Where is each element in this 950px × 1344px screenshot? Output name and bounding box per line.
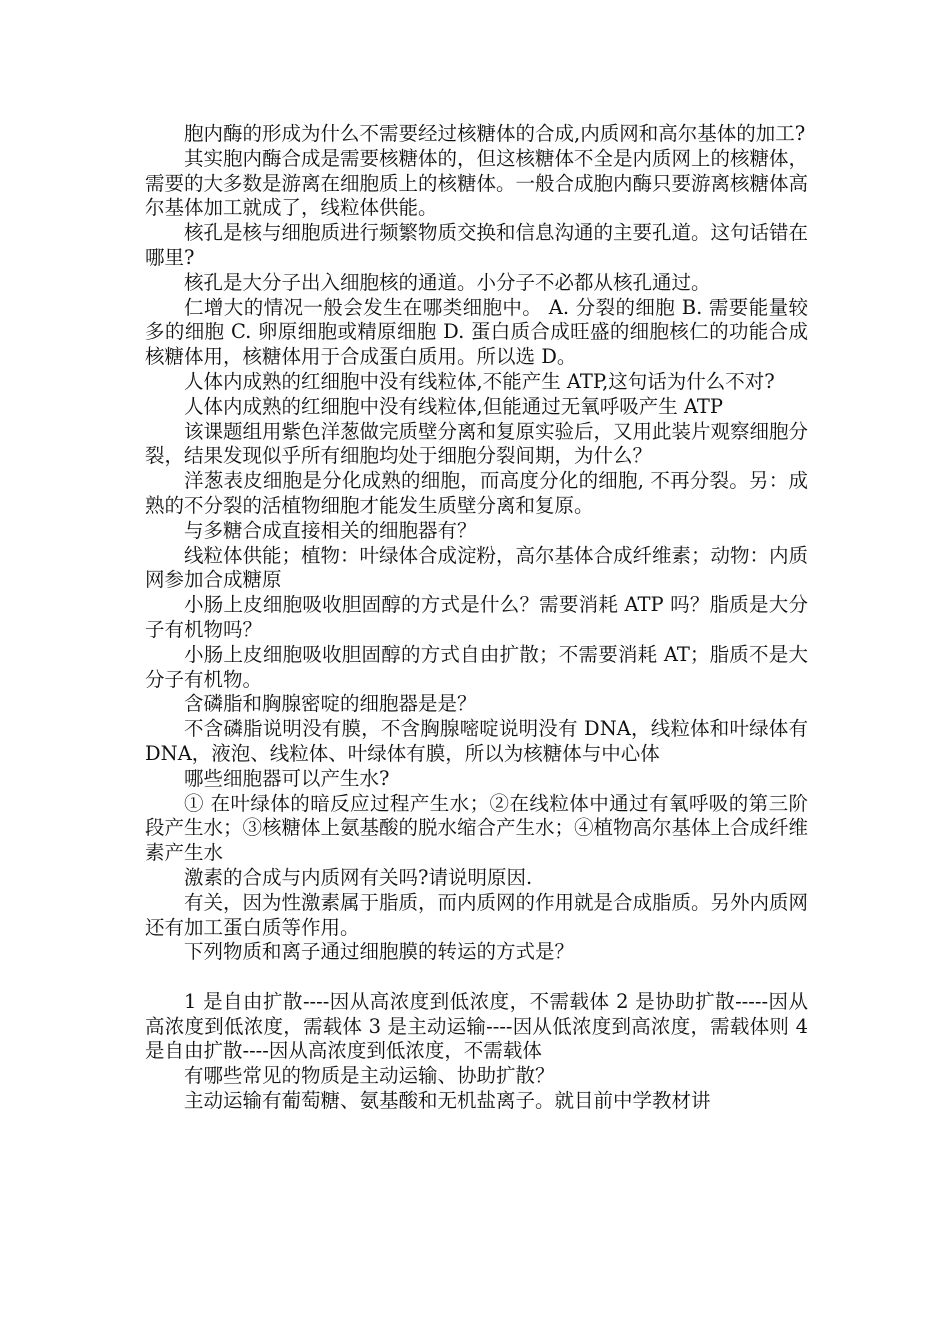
paragraph: 小肠上皮细胞吸收胆固醇的方式自由扩散；不需要消耗 AT；脂质不是大分子有机物。 <box>145 642 808 691</box>
paragraph: 与多糖合成直接相关的细胞器有？ <box>184 518 477 542</box>
paragraph: 有关，因为性激素属于脂质，而内质网的作用就是合成脂质。另外内质网还有加工蛋白质等作用。 <box>145 890 809 939</box>
paragraph: 1 是自由扩散----因从高浓度到低浓度，不需载体 2 是协助扩散-----因从高浓度到低浓度，需载体 3 是主动运输----因从低浓度到高浓度，需载体则 4 是自由扩散----因从高浓度到低浓度，不需载体 <box>145 989 808 1063</box>
paragraph: 含磷脂和胸腺密啶的细胞器是是？ <box>184 692 477 716</box>
paragraph: 洋葱表皮细胞是分化成熟的细胞，而高度分化的细胞, 不再分裂。另：成熟的不分裂的活植物细胞才能发生质壁分离和复原。 <box>145 469 808 517</box>
paragraph: 小肠上皮细胞吸收胆固醇的方式是什么？需要消耗 ATP 吗？脂质是大分子有机物吗？ <box>145 593 808 641</box>
paragraph: 人体内成熟的红细胞中没有线粒体,但能通过无氧呼吸产生 ATP <box>184 394 724 418</box>
paragraph: 主动运输有葡萄糖、氨基酸和无机盐离子。就目前中学教材讲 <box>184 1089 711 1113</box>
paragraph: 核孔是核与细胞质进行频繁物质交换和信息沟通的主要孔道。这句话错在哪里? <box>145 221 809 269</box>
paragraph: 下列物质和离子通过细胞膜的转运的方式是？ <box>184 940 575 964</box>
blank-line <box>145 965 808 990</box>
paragraph: 不含磷脂说明没有膜，不含胸腺嘧啶说明没有 DNA，线粒体和叶绿体有 DNA，液泡、线粒体、叶绿体有膜，所以为核糖体与中心体 <box>145 717 808 765</box>
paragraph: ① 在叶绿体的暗反应过程产生水；②在线粒体中通过有氧呼吸的第三阶段产生水；③核糖体上氨基酸的脱水缩合产生水；④植物高尔基体上合成纤维素产生水 <box>145 791 809 865</box>
paragraph: 该课题组用紫色洋葱做完质壁分离和复原实验后，又用此装片观察细胞分裂，结果发现似乎所有细胞均处于细胞分裂间期，为什么？ <box>145 419 809 468</box>
document-page <box>145 122 808 1114</box>
paragraph: 其实胞内酶合成是需要核糖体的，但这核糖体不全是内质网上的核糖体，需要的大多数是游离在细胞质上的核糖体。一般合成胞内酶只要游离核糖体高尔基体加工就成了，线粒体供能。 <box>145 146 809 220</box>
paragraph: 线粒体供能；植物：叶绿体合成淀粉，高尔基体合成纤维素；动物：内质网参加合成糖原 <box>145 543 809 592</box>
paragraph: 核孔是大分子出入细胞核的通道。小分子不必都从核孔通过。 <box>184 270 711 294</box>
paragraph: 仁增大的情况一般会发生在哪类细胞中。 A. 分裂的细胞 B. 需要能量较多的细胞 C. 卵原细胞或精原细胞 D. 蛋白质合成旺盛的细胞核仁的功能合成核糖体用，核糖体用于合成蛋白质用。所以选 D。 <box>145 295 808 369</box>
paragraph: 人体内成熟的红细胞中没有线粒体,不能产生 ATP,这句话为什么不对? <box>184 369 775 393</box>
paragraph: 有哪些常见的物质是主动运输、协助扩散？ <box>184 1064 555 1088</box>
paragraph: 哪些细胞器可以产生水? <box>184 766 390 790</box>
paragraph: 胞内酶的形成为什么不需要经过核糖体的合成,内质网和高尔基体的加工? <box>184 122 806 145</box>
paragraph: 激素的合成与内质网有关吗?请说明原因. <box>184 865 533 889</box>
